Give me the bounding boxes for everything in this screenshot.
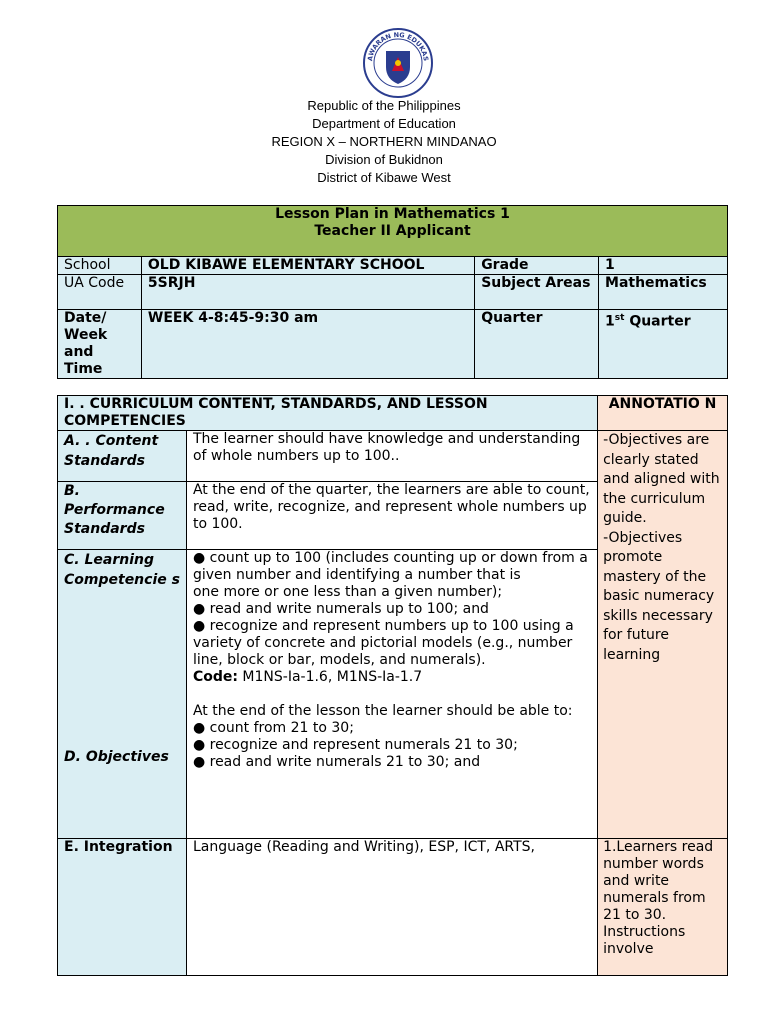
deped-seal <box>362 27 434 99</box>
subject-label: Subject Areas <box>475 275 599 310</box>
subject-value: Mathematics <box>599 275 728 310</box>
annotation-heading: ANNOTATIO N <box>598 396 728 431</box>
document-header <box>0 97 768 187</box>
content-standards-text: The learner should have knowledge and understanding of whole numbers up to 100.. <box>186 431 597 482</box>
competencies-label: C. Learning Competencie s <box>64 552 180 588</box>
header-line: Division of Bukidnon <box>325 152 443 167</box>
section-heading: I. . CURRICULUM CONTENT, STANDARDS, AND LESSON COMPETENCIES <box>58 396 598 431</box>
header-line: REGION X – NORTHERN MINDANAO <box>271 134 497 149</box>
lesson-subtitle: Teacher II Applicant <box>314 223 471 239</box>
header-line: Republic of the Philippines <box>307 98 461 113</box>
annotation-integration: 1.Learners read number words and write numerals from 21 to 30. Instructions involve <box>598 839 728 976</box>
objectives-label: D. Objectives <box>64 749 169 765</box>
quarter-label: Quarter <box>475 310 599 379</box>
integration-label: E. Integration <box>58 839 187 976</box>
lesson-title: Lesson Plan in Mathematics 1 <box>275 206 510 222</box>
integration-text: Language (Reading and Writing), ESP, ICT, ARTS, <box>186 839 597 976</box>
objectives-intro: At the end of the lesson the learner should be able to: <box>192 703 573 719</box>
school-value: OLD KIBAWE ELEMENTARY SCHOOL <box>141 257 474 275</box>
lesson-title-cell <box>58 206 728 257</box>
performance-standards-label: B. Performance Standards <box>58 482 187 550</box>
competencies-label-cell <box>58 550 187 839</box>
grade-value: 1 <box>599 257 728 275</box>
grade-label: Grade <box>475 257 599 275</box>
header-line: District of Kibawe West <box>317 170 451 185</box>
lesson-info-table <box>57 205 728 379</box>
school-label: School <box>58 257 142 275</box>
competencies-text: ● count up to 100 (includes counting up or down from a given number and identifying a number that is one more or one less than a given number); ● read and write numerals up to 100; and ● recognize and represent numbers up to 100 using a variety of concrete and pictorial models (e.g., number line, block or bar, models, and numerals). Code: M1NS-Ia-1.6, M1NS-Ia-1.7 At the end of the lesson the learner should be able to: ● count from 21 to 30; ● recognize and represent numerals 21 to 30; ● read and write numerals 21 to 30; and <box>186 550 597 839</box>
date-label: Date/ Week and Time <box>58 310 142 379</box>
annotation-objectives: -Objectives are clearly stated and aligned with the curriculum guide. -Objectives promote mastery of the basic numeracy skills necessary for future learning <box>598 431 728 839</box>
quarter-value: 1st Quarter <box>599 310 728 379</box>
curriculum-table <box>57 395 728 976</box>
date-value: WEEK 4-8:45-9:30 am <box>141 310 474 379</box>
svg-text:KAGAWARAN NG EDUKASYON: AWARAN NG EDUKAS <box>366 30 430 62</box>
ua-label: UA Code <box>58 275 142 310</box>
content-standards-label: A. . Content Standards <box>58 431 187 482</box>
ua-value: 5SRJH <box>141 275 474 310</box>
header-line: Department of Education <box>312 116 456 131</box>
performance-standards-text: At the end of the quarter, the learners are able to count, read, write, recognize, and represent whole numbers up to 100. <box>186 482 597 550</box>
